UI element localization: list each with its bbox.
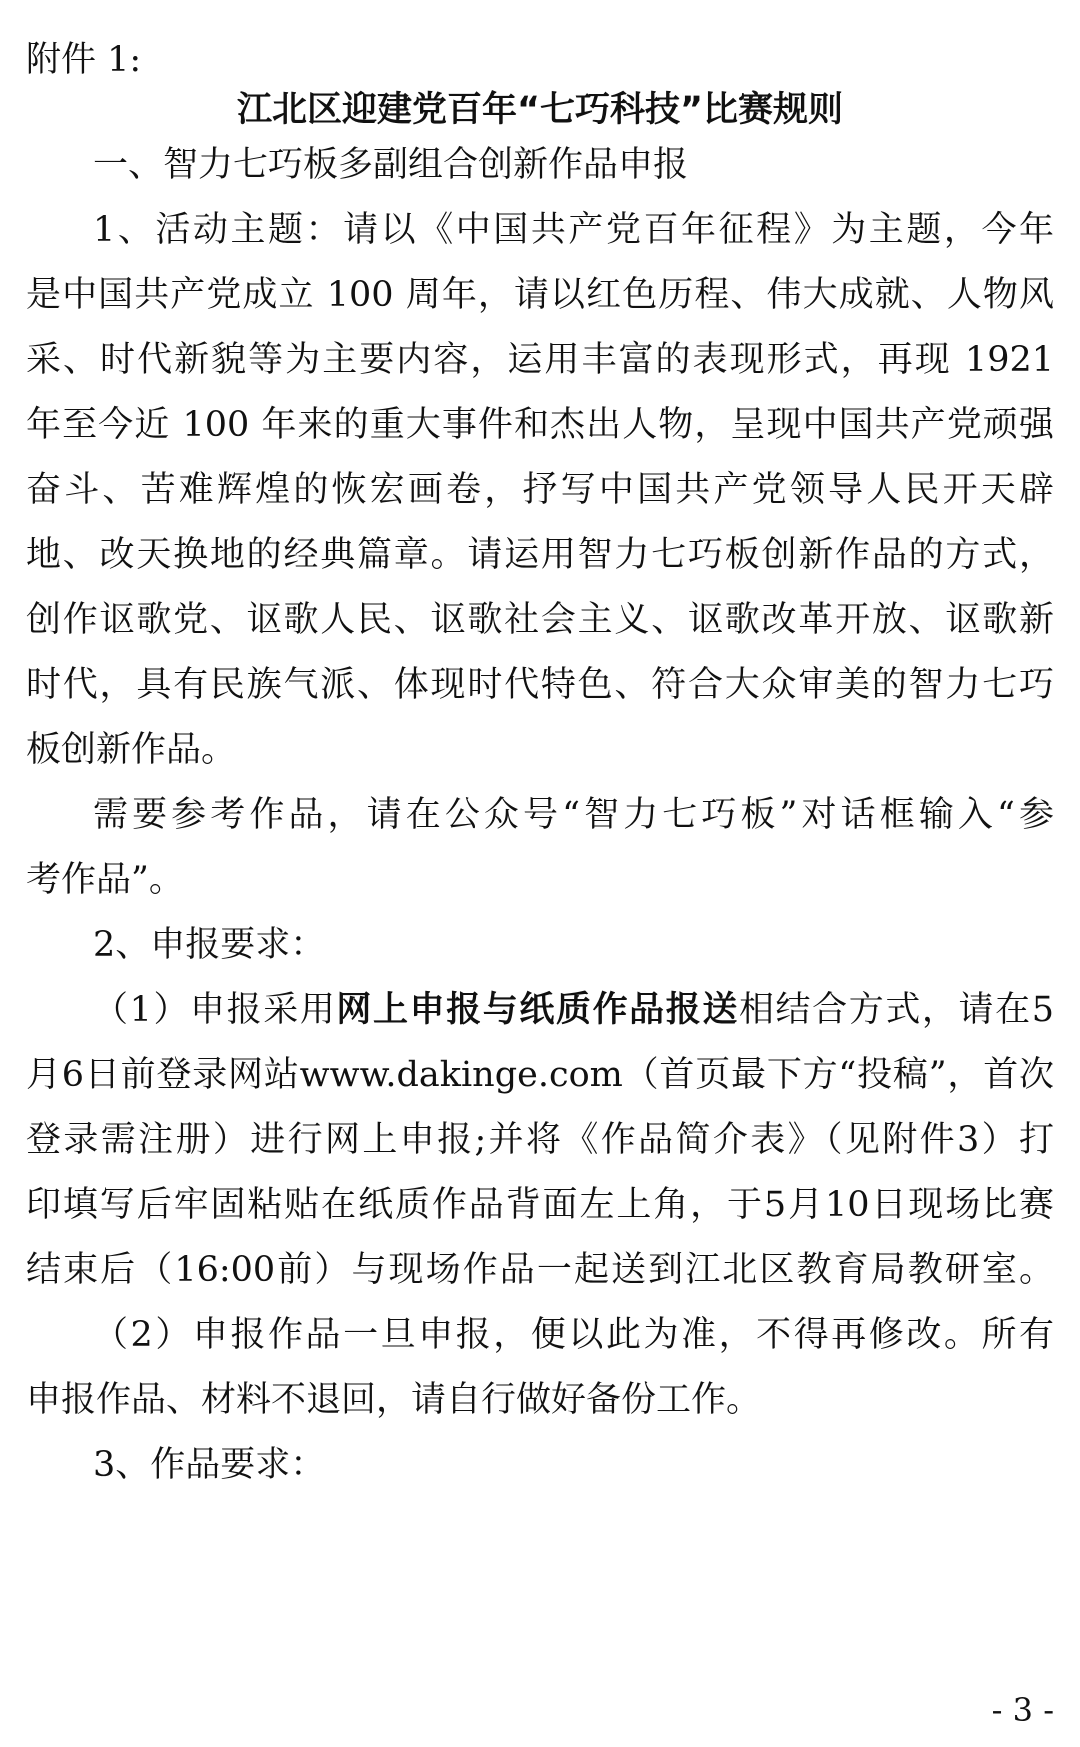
attachment-label: 附件 1: bbox=[26, 40, 142, 80]
reference-line-1: 需要参考作品，请在公众号“智力七巧板”对话框输入“参 bbox=[93, 795, 1054, 835]
req1-bold-text: 网上申报与纸质作品报送 bbox=[336, 990, 739, 1030]
req1-line-4: 印填写后牢固粘贴在纸质作品背面左上角，于5月10日现场比赛 bbox=[26, 1185, 1054, 1225]
req1-prefix: （1）申报采用 bbox=[93, 990, 337, 1030]
req1-line-2: 月6日前登录网站www.dakinge.com（首页最下方“投稿”，首次 bbox=[26, 1055, 1054, 1095]
works-heading: 3、作品要求： bbox=[93, 1445, 326, 1485]
reference-line-2: 考作品”。 bbox=[26, 860, 184, 900]
requirements-heading: 2、申报要求： bbox=[93, 925, 326, 965]
req1-line-5: 结束后（16:00前）与现场作品一起送到江北区教育局教研室。 bbox=[26, 1250, 1054, 1290]
theme-line-8: 时代，具有民族气派、体现时代特色、符合大众审美的智力七巧 bbox=[26, 665, 1054, 705]
page-number: - 3 - bbox=[991, 1691, 1054, 1729]
theme-line-5: 奋斗、苦难辉煌的恢宏画卷，抒写中国共产党领导人民开天辟 bbox=[26, 470, 1054, 510]
section-heading-1: 一、智力七巧板多副组合创新作品申报 bbox=[93, 145, 689, 185]
theme-line-4: 年至今近 100 年来的重大事件和杰出人物，呈现中国共产党顽强 bbox=[26, 405, 1054, 445]
theme-line-9: 板创新作品。 bbox=[26, 730, 237, 770]
theme-line-2: 是中国共产党成立 100 周年，请以红色历程、伟大成就、人物风 bbox=[26, 275, 1054, 315]
theme-line-1: 1、活动主题：请以《中国共产党百年征程》为主题，今年 bbox=[93, 210, 1054, 250]
req1-line-1 bbox=[93, 990, 1054, 1030]
theme-line-3: 采、时代新貌等为主要内容，运用丰富的表现形式，再现 1921 bbox=[26, 340, 1054, 380]
theme-line-7: 创作讴歌党、讴歌人民、讴歌社会主义、讴歌改革开放、讴歌新 bbox=[26, 600, 1054, 640]
req1-line-3: 登录需注册）进行网上申报;并将《作品简介表》（见附件3）打 bbox=[26, 1120, 1054, 1160]
theme-line-6: 地、改天换地的经典篇章。请运用智力七巧板创新作品的方式， bbox=[26, 535, 1054, 575]
req1-suffix: 相结合方式，请在5 bbox=[738, 990, 1054, 1030]
req2-line-1: （2）申报作品一旦申报，便以此为准，不得再修改。所有 bbox=[93, 1315, 1054, 1355]
req2-line-2: 申报作品、材料不退回，请自行做好备份工作。 bbox=[26, 1380, 762, 1420]
document-title: 江北区迎建党百年“七巧科技”比赛规则 bbox=[236, 90, 843, 130]
